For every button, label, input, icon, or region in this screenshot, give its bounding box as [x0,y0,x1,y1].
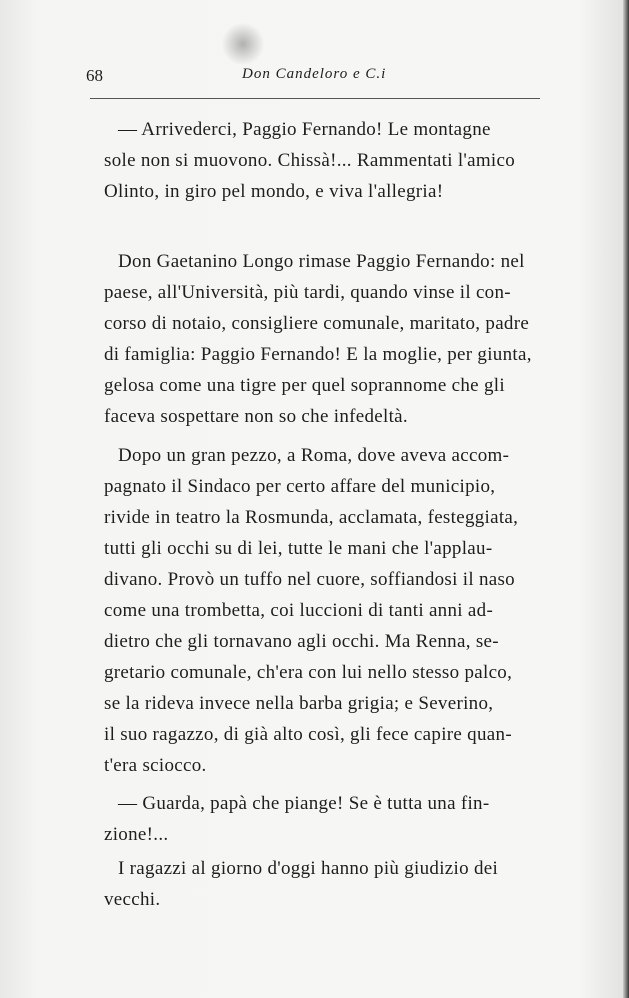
text-line: gelosa come una tigre per quel soprannome che gli [104,375,505,396]
paragraph-roma [104,440,544,781]
text-line: gretario comunale, ch'era con lui nello stesso palco, [104,662,513,683]
text-line: rivide in teatro la Rosmunda, acclamata, festeggiata, [104,507,519,528]
text-line: sole non si muovono. Chissà!... Rammentati l'amico [104,150,516,171]
text-line: corso di notaio, consigliere comunale, maritato, padre [104,313,530,334]
text-line: tutti gli occhi su di lei, tutte le mani che l'applau- [104,538,493,559]
text-line: dietro che gli tornavano agli occhi. Ma Renna, se- [104,631,499,652]
text-line: I ragazzi al giorno d'oggi hanno più giudizio dei [118,858,499,879]
text-line: se la rideva invece nella barba grigia; e Severino, [104,693,494,714]
paragraph-don-gaetanino [104,246,544,432]
ink-smudge [222,22,264,66]
text-line: pagnato il Sindaco per certo affare del municipio, [104,476,496,497]
paragraph-ragazzi [104,853,544,915]
text-line: faceva sospettare non so che infedeltà. [104,406,408,427]
text-line: paese, all'Università, più tardi, quando vinse il con- [104,282,511,303]
header-rule [90,98,540,99]
page-number: 68 [86,66,103,85]
paragraph-guarda [104,788,544,850]
text-line: — Guarda, papà che piange! Se è tutta una fin- [118,793,490,814]
text-line: zione!... [104,824,169,845]
page-header [86,66,546,90]
running-head: Don Candeloro e C.i [242,66,387,82]
text-line: — Arrivederci, Paggio Fernando! Le montagne [118,119,491,140]
paragraph-farewell [104,114,544,207]
page-edge-shadow [623,0,629,998]
text-line: di famiglia: Paggio Fernando! E la moglie, per giunta, [104,344,532,365]
text-line: il suo ragazzo, di già alto così, gli fece capire quan- [104,724,512,745]
text-line: vecchi. [104,889,161,910]
text-line: come una trombetta, coi luccioni di tanti anni ad- [104,600,494,621]
text-line: t'era sciocco. [104,755,207,776]
text-line: Olinto, in giro pel mondo, e viva l'allegria! [104,181,444,202]
text-line: Don Gaetanino Longo rimase Paggio Fernando: nel [118,251,525,272]
text-line: divano. Provò un tuffo nel cuore, soffiandosi il naso [104,569,515,590]
text-line: Dopo un gran pezzo, a Roma, dove aveva accom- [118,445,510,466]
